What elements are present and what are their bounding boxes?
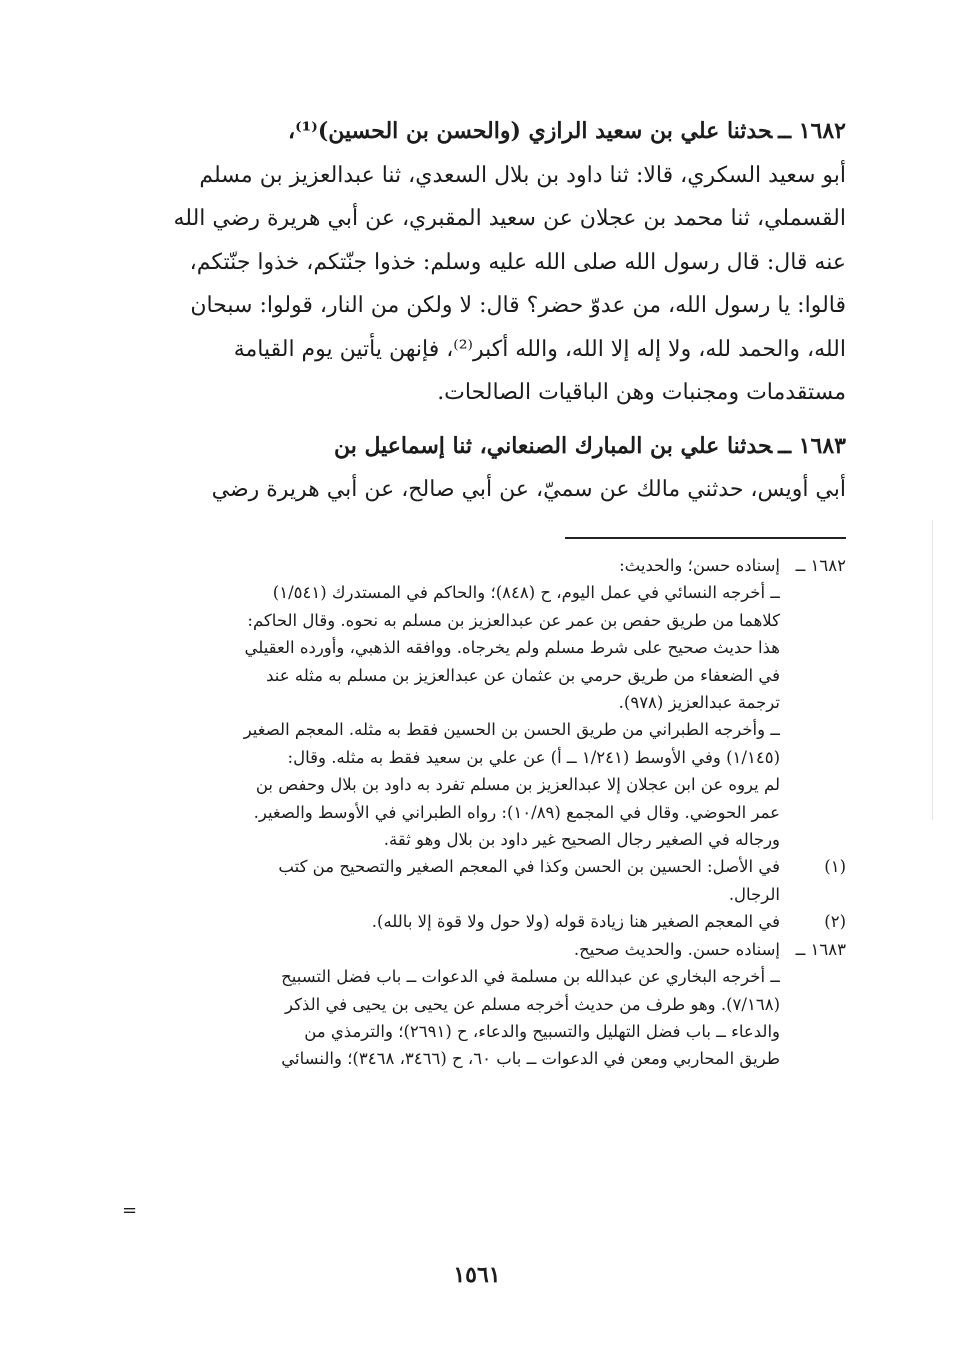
footnote-number	[780, 662, 846, 689]
footnote-number	[780, 579, 846, 606]
footnote-line	[120, 552, 846, 579]
footnote-text: ــ وأخرجه الطبراني من طريق الحسن بن الحسين فقط به مثله. المعجم الصغير	[243, 720, 780, 740]
page-number: ١٥٦١	[453, 1262, 501, 1288]
footnote-text: ــ أخرجه النسائي في عمل اليوم، ح (٨٤٨)؛ والحاكم في المستدرك (١/٥٤١)	[272, 583, 780, 603]
footnote-text: لم يروه عن ابن عجلان إلا عبدالعزيز بن مسلم تفرد به داود بن بلال وحفص بن	[255, 775, 780, 795]
footnote-line	[120, 771, 846, 798]
footnote-text: في الأصل: الحسين بن الحسن وكذا في المعجم الصغير والتصحيح من كتب	[278, 857, 780, 877]
footnote-number	[780, 689, 846, 716]
footnote-number	[780, 744, 846, 771]
main-line: أبو سعيد السكري، قالا: ثنا داود بن بلال السعدي، ثنا عبدالعزيز بن مسلم	[199, 162, 846, 188]
footnotes	[120, 552, 846, 1073]
main-line: ١٦٨٢ ــحدثنا علي بن سعيد الرازي (والحسن بن الحسين)⁽¹⁾،	[288, 118, 846, 144]
footnote-text: إسناده حسن؛ والحديث:	[619, 556, 780, 575]
footnote-text: الرجال.	[728, 884, 780, 904]
scan-edge-line	[932, 520, 933, 820]
footnote-line	[120, 744, 846, 771]
footnote-text: ورجاله في الصغير رجال الصحيح غير داود بن بلال وهو ثقة.	[383, 830, 780, 850]
footnote-number	[780, 963, 846, 990]
footnote-text: (٧/١٦٨). وهو طرف من حديث أخرجه مسلم عن يحيى بن يحيى في الذكر	[285, 994, 780, 1014]
footnote-number	[780, 716, 846, 743]
hadith-number: ١٦٨٢ ــ	[778, 118, 846, 144]
footnote-line	[120, 662, 846, 689]
footnote-number	[780, 607, 846, 634]
footnote-text: في الضعفاء من طريق حرمي بن عثمان عن عبدالعزيز بن مسلم به مثله عند	[266, 665, 780, 685]
main-line: أبي أويس، حدثني مالك عن سميّ، عن أبي صالح، عن أبي هريرة رضي	[211, 477, 846, 502]
footnote-line	[120, 716, 846, 743]
footnote-line	[120, 607, 846, 634]
footnote-text: كلاهما من طريق حفص بن عمر عن عبدالعزيز بن مسلم به نحوه. وقال الحاكم:	[247, 610, 780, 630]
footnote-separator	[565, 537, 846, 539]
main-line: ١٦٨٣ ــحدثنا علي بن المبارك الصنعاني، ثنا إسماعيل بن	[333, 432, 846, 459]
footnote-text: والدعاء ــ باب فضل التهليل والتسبيح والدعاء، ح (٢٦٩١)؛ والترمذي من	[304, 1021, 780, 1041]
footnote-text: طريق المحاربي ومعن في الدعوات ــ باب ٦٠، ح (٣٤٦٦، ٣٤٦٨)؛ والنسائي	[281, 1049, 780, 1069]
hadith-number: ١٦٨٣ ــ	[778, 432, 846, 459]
footnote-number: (١)	[824, 857, 846, 877]
hadith-1683	[150, 425, 846, 512]
main-line: القسملي، ثنا محمد بن عجلان عن سعيد المقبري، عن أبي هريرة رضي الله	[173, 206, 846, 231]
footnote-line	[120, 1045, 846, 1072]
footnote-line	[120, 634, 846, 661]
footnote-number	[780, 881, 846, 908]
footnote-text: في المعجم الصغير هنا زيادة قوله (ولا حول ولا قوة إلا بالله).	[371, 912, 780, 932]
footnote-line	[120, 1018, 846, 1045]
footnote-number: ١٦٨٢ ــ	[795, 556, 846, 575]
footnote-line	[120, 963, 846, 990]
footnote-line	[120, 799, 846, 826]
footnote-number	[780, 771, 846, 798]
footnote-line	[120, 579, 846, 606]
footnote-number	[780, 1045, 846, 1072]
footnote-text: ترجمة عبدالعزيز (٩٧٨).	[618, 693, 780, 713]
footnote-number	[780, 1018, 846, 1045]
footnote-number	[780, 634, 846, 661]
footnote-line	[120, 991, 846, 1018]
footnote-number	[780, 991, 846, 1018]
main-line: الله، والحمد لله، ولا إله إلا الله، والله أكبر⁽²⁾، فإنهن يأتين يوم القيامة	[233, 336, 846, 362]
footnote-line	[120, 826, 846, 853]
footnote-number	[780, 826, 846, 853]
footnote-text: ــ أخرجه البخاري عن عبدالله بن مسلمة في الدعوات ــ باب فضل التسبيح	[281, 967, 780, 987]
continuation-mark: =	[122, 1200, 138, 1221]
footnote-line	[120, 881, 846, 908]
footnote-number: ١٦٨٣ ــ	[795, 939, 846, 959]
footnote-line	[120, 689, 846, 716]
footnote-line	[120, 936, 846, 963]
main-line: قالوا: يا رسول الله، من عدوّ حضر؟ قال: لا ولكن من النار، قولوا: سبحان	[190, 293, 846, 318]
footnote-text: إسناده حسن. والحديث صحيح.	[573, 939, 780, 959]
footnote-text: عمر الحوضي. وقال في المجمع (١٠/٨٩): رواه الطبراني في الأوسط والصغير.	[253, 802, 780, 822]
footnote-text: هذا حديث صحيح على شرط مسلم ولم يخرجاه. ووافقه الذهبي، وأورده العقيلي	[244, 638, 780, 658]
footnote-line	[120, 853, 846, 880]
main-line: عنه قال: قال رسول الله صلى الله عليه وسلم: خذوا جنّتكم، خذوا جنّتكم،	[189, 249, 846, 275]
main-text	[150, 110, 846, 522]
footnote-number: (٢)	[824, 912, 846, 932]
footnote-line	[120, 908, 846, 935]
main-line: مستقدمات ومجنبات وهن الباقيات الصالحات.	[437, 380, 846, 405]
footnote-number	[780, 799, 846, 826]
footnote-text: (١/١٤٥) وفي الأوسط (١/٢٤١ ــ أ) عن علي بن سعيد فقط به مثله. وقال:	[287, 747, 780, 767]
hadith-1682	[150, 110, 846, 415]
